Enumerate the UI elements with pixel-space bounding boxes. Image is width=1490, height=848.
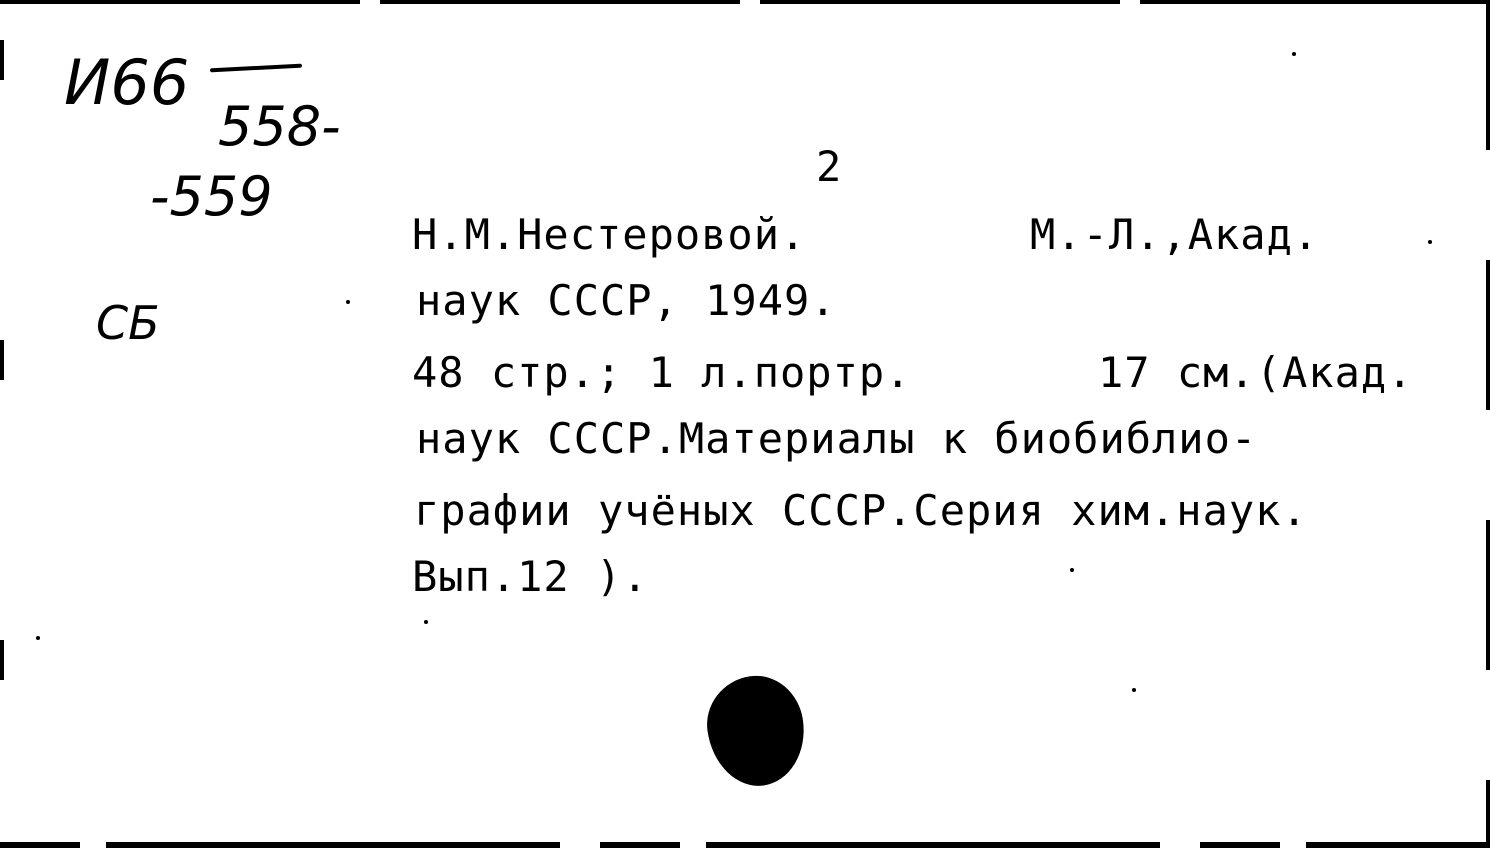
speck	[36, 636, 40, 640]
shelf-number: И66	[64, 46, 190, 119]
handwritten-stroke	[210, 64, 302, 73]
shelf-range-end: -559	[150, 165, 273, 228]
speck	[1292, 52, 1296, 56]
card-line-publisher: М.-Л.,Акад.	[1030, 210, 1320, 259]
card-line-issue: Вып.12 ).	[412, 552, 649, 601]
card-edge-bottom	[0, 842, 1490, 848]
card-line-imprint: наук СССР, 1949.	[416, 276, 837, 325]
card-line-series-cont: графии учёных СССР.Серия хим.наук.	[414, 486, 1308, 535]
card-line-series: наук СССР.Материалы к биобиблио-	[416, 414, 1258, 463]
punch-hole	[701, 670, 811, 792]
speck	[424, 620, 428, 624]
card-number: 2	[816, 142, 843, 191]
speck	[1428, 240, 1432, 244]
card-line-pages: 48 стр.; 1 л.портр.	[412, 348, 912, 397]
card-edge-left	[0, 40, 4, 800]
card-line-author: Н.М.Нестеровой.	[412, 210, 807, 259]
card-edge-right	[1486, 0, 1490, 848]
speck	[346, 300, 350, 304]
card-line-size: 17 см.(Акад.	[1098, 348, 1414, 397]
card-edge-top	[0, 0, 1490, 4]
speck	[1070, 568, 1074, 572]
collection-mark: СБ	[96, 296, 160, 350]
speck	[1132, 688, 1136, 692]
shelf-range-start: 558-	[218, 95, 341, 158]
